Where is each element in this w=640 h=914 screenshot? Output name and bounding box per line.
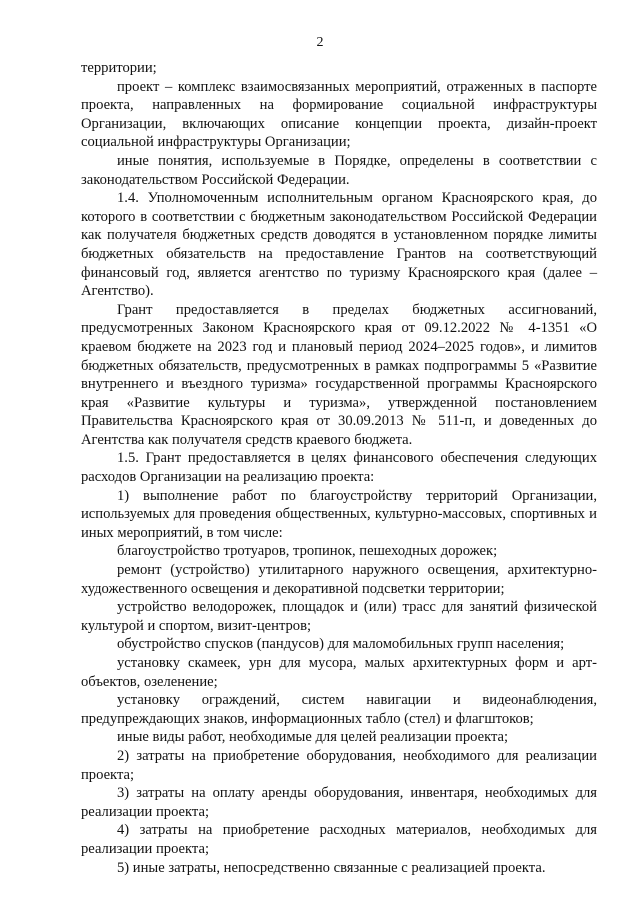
paragraph-grant-budget: Грант предоставляется в пределах бюджетных ассигнований, предусмотренных Законом Красноярского края от 09.12.2022 № 4-1351 «О краевом бюджете на 2023 год и плановый период 2024–2025 годов», и лимитов бюджетных обязательств, предусмотренных в рамках подпрограммы 5 «Развитие внутреннего и въездного туризма» государственной программы Красноярского края «Развитие культуры и туризма», утвержденной постановлением Правительства Красноярского края от 30.09.2013 № 511-п, и доведенных до Агентства как получателя средств краевого бюджета. <box>81 301 597 448</box>
sub-item-fences: установку ограждений, систем навигации и видеонаблюдения, предупреждающих знаков, информационных табло (стел) и флагштоков; <box>81 692 597 727</box>
sub-item-benches: установку скамеек, урн для мусора, малых архитектурных форм и арт-объектов, озеленение; <box>81 655 597 690</box>
sub-item-lighting: ремонт (устройство) утилитарного наружного освещения, архитектурно-художественного освещения и декоративной подсветки территории; <box>81 562 597 597</box>
list-item-5: 5) иные затраты, непосредственно связанные с реализацией проекта. <box>117 859 546 876</box>
paragraph-clause-1-5: 1.5. Грант предоставляется в целях финансового обеспечения следующих расходов Организации на реализацию проекта: <box>81 450 597 486</box>
list-item-1: 1) выполнение работ по благоустройству территорий Организации, используемых для проведения общественных, культурно-массовых, спортивных и иных мероприятий, в том числе: <box>81 487 597 541</box>
document-body <box>81 59 597 877</box>
paragraph-other-terms: иные понятия, используемые в Порядке, определены в соответствии с законодательством Российской Федерации. <box>81 152 597 188</box>
list-item-4: 4) затраты на приобретение расходных материалов, необходимых для реализации проекта; <box>81 822 597 857</box>
sub-item-bike-paths: устройство велодорожек, площадок и (или) трасс для занятий физической культурой и спортом, визит-центров; <box>81 599 597 634</box>
list-item-2: 2) затраты на приобретение оборудования, необходимого для реализации проекта; <box>81 747 597 783</box>
paragraph-territory-continuation: территории; <box>81 60 157 76</box>
sub-item-other-works: иные виды работ, необходимые для целей реализации проекта; <box>117 729 509 746</box>
paragraph-clause-1-4: 1.4. Уполномоченным исполнительным органом Красноярского края, до которого в соответствии с бюджетным законодательством Российской Федерации как получателя бюджетных средств доводятся в установленном порядке лимиты бюджетных обязательств на предоставление Грантов на соответствующий финансовый год, является агентство по туризму Красноярского края (далее – Агентство). <box>81 190 597 300</box>
paragraph-project-definition: проект – комплекс взаимосвязанных мероприятий, отраженных в паспорте проекта, направленных на формирование социальной инфраструктуры Организации, включающих описание концепции проекта, дизайн-проект социальной инфраструктуры Организации; <box>81 78 597 151</box>
sub-item-sidewalks: благоустройство тротуаров, тропинок, пешеходных дорожек; <box>117 543 498 560</box>
page-number: 2 <box>316 35 324 50</box>
list-item-3: 3) затраты на оплату аренды оборудования, инвентаря, необходимых для реализации проекта; <box>81 785 597 820</box>
sub-item-ramps: обустройство спусков (пандусов) для маломобильных групп населения; <box>117 636 565 653</box>
